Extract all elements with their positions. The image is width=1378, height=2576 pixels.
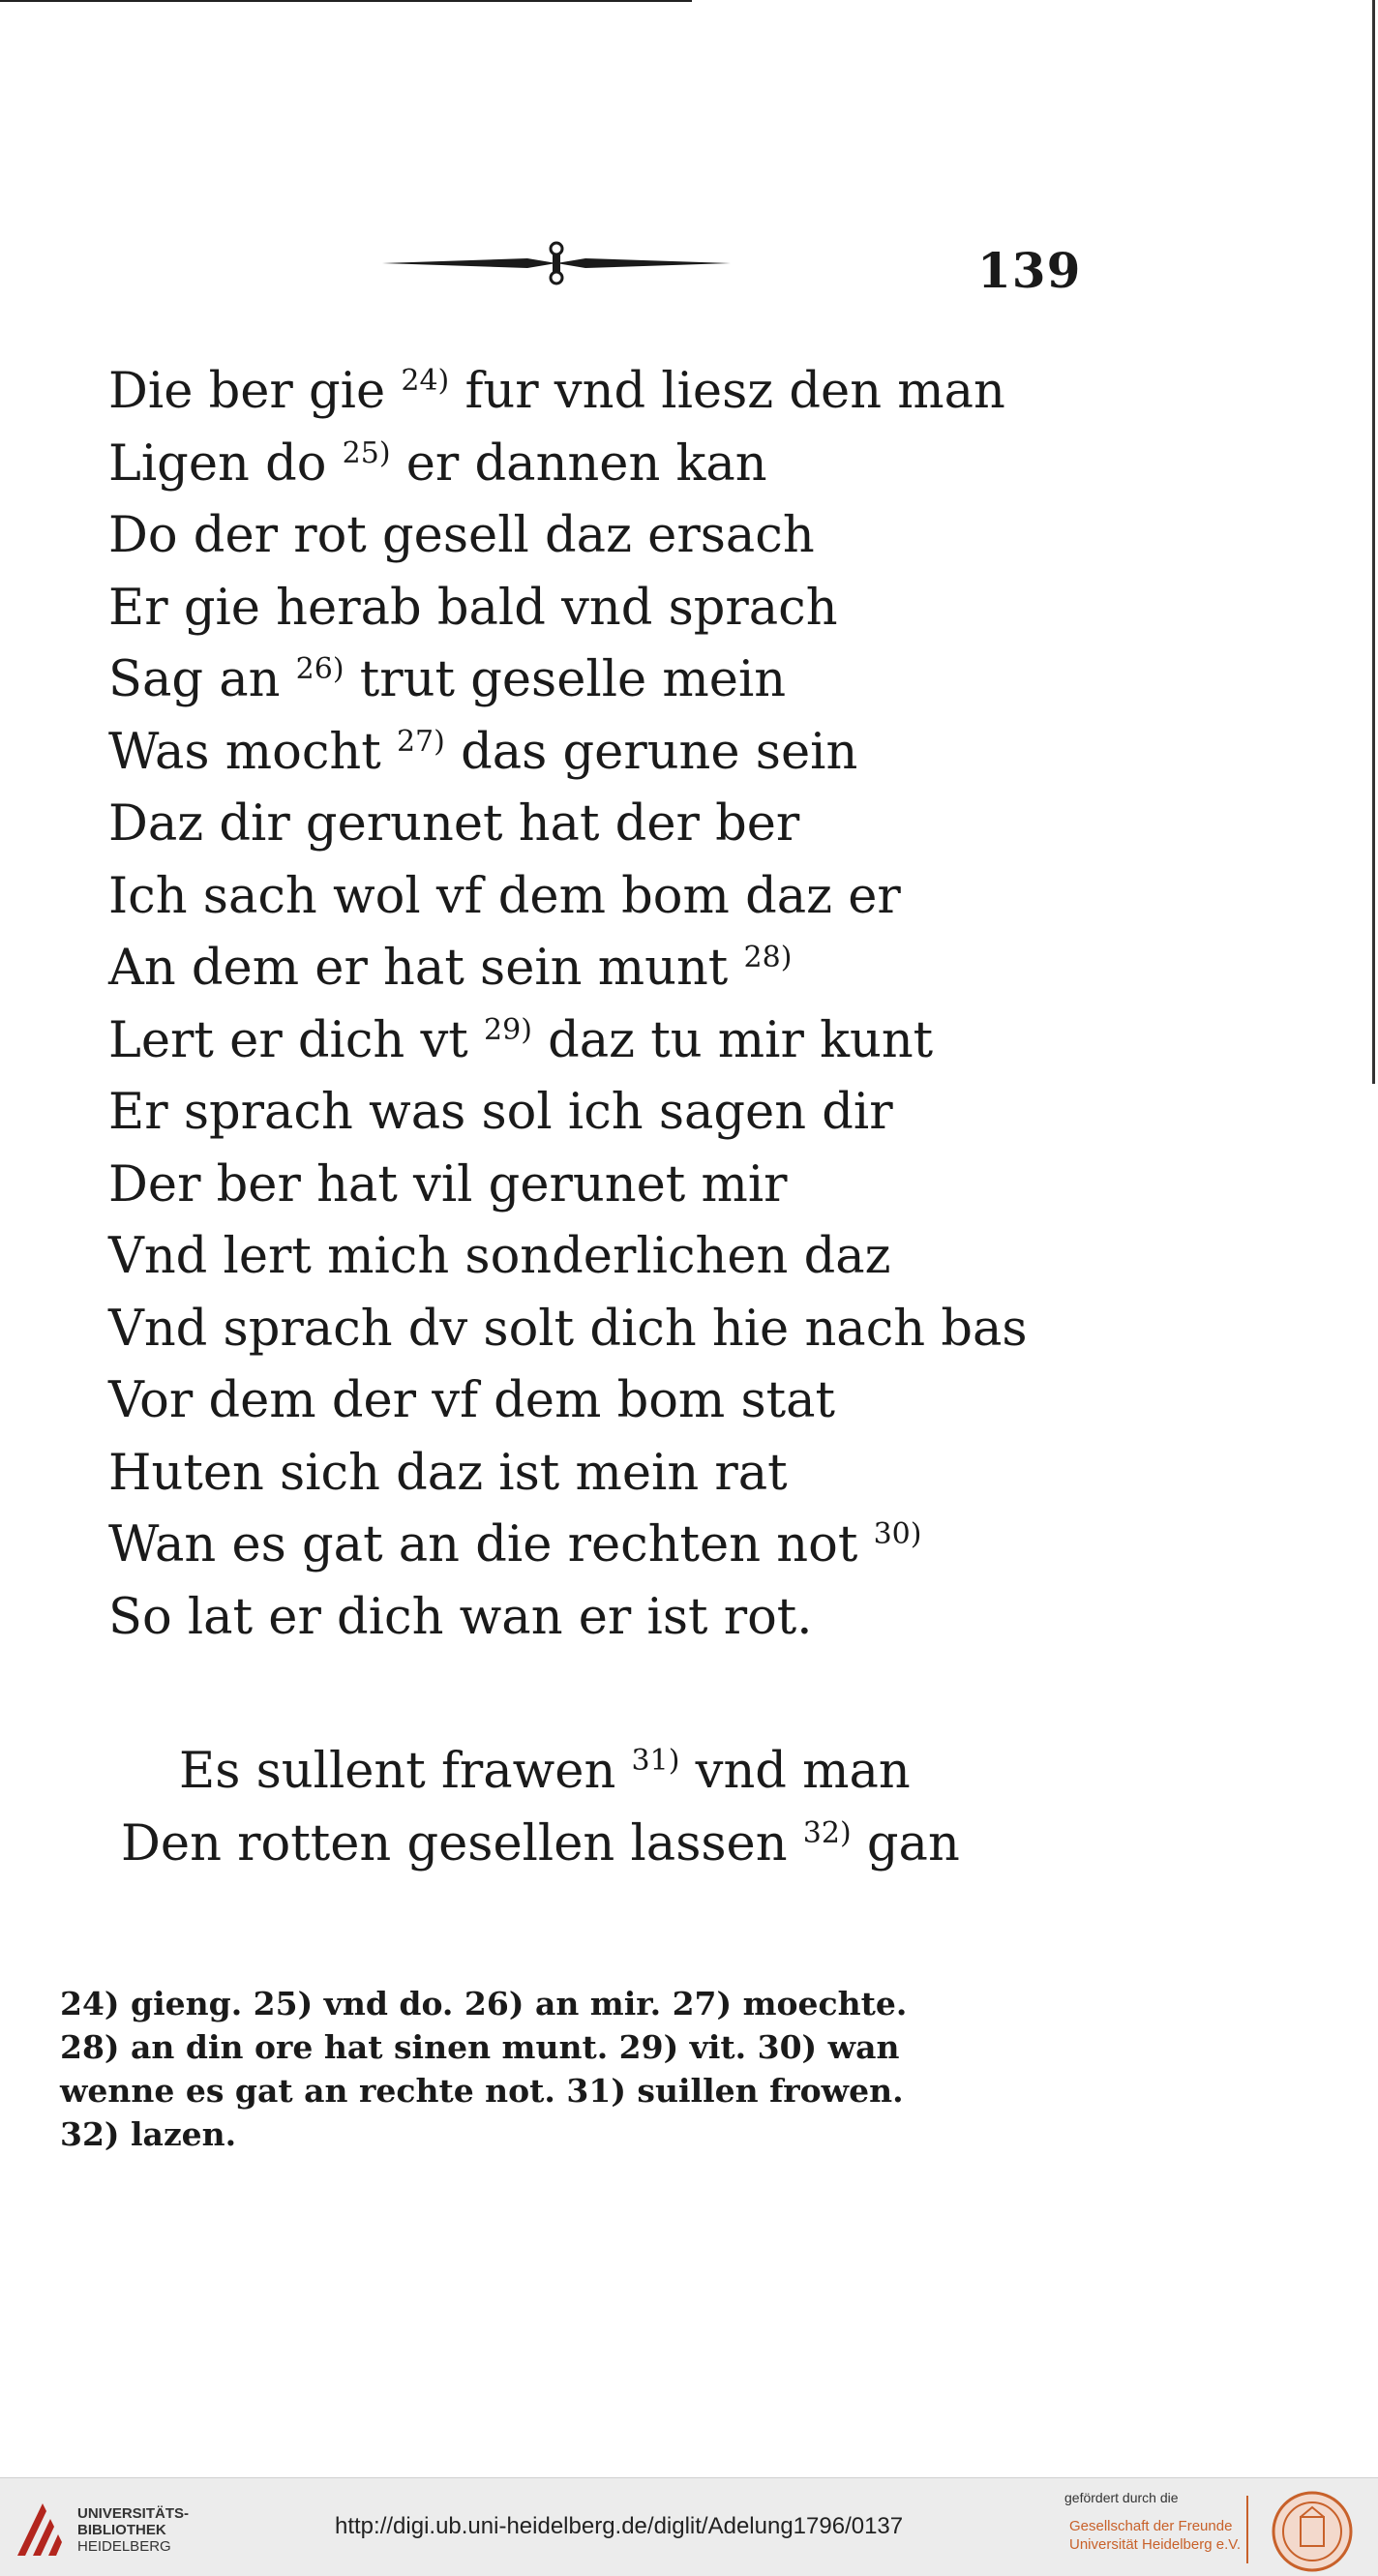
footnote-marker: 30) (873, 1517, 922, 1551)
verse-line (108, 1510, 1076, 1582)
verse-text: Ich sach wol vf dem bom daz er (108, 867, 901, 925)
verse-text: Die ber gie (108, 363, 402, 420)
verse-line (108, 644, 1076, 717)
verse-line (108, 1294, 1076, 1366)
footnote-line: 28) an din ore hat sinen munt. 29) vit. 30) wan (60, 2028, 900, 2066)
library-name-line2: BIBLIOTHEK (77, 2522, 166, 2538)
sponsor-divider (1246, 2496, 1248, 2563)
verse-line (108, 861, 1076, 934)
library-name-line1: UNIVERSITÄTS- (77, 2505, 190, 2522)
verse-text: trut geselle mein (344, 651, 787, 708)
sponsor-name-line2: Universität Heidelberg e.V. (1069, 2536, 1242, 2553)
verse-line (108, 1365, 1076, 1438)
source-url-link[interactable]: http://digi.ub.uni-heidelberg.de/diglit/Adelung1796/0137 (335, 2513, 904, 2539)
verse-text: Der ber hat vil gerunet mir (108, 1155, 788, 1213)
verse-text: das gerune sein (444, 723, 858, 781)
verse-text: Was mocht (108, 723, 397, 781)
footnote-marker: 28) (743, 941, 793, 974)
sponsor-name (1069, 2517, 1241, 2554)
sponsor-name-line1: Gesellschaft der Freunde (1069, 2518, 1233, 2534)
verse-line (108, 1150, 1076, 1222)
digitization-footer (0, 2477, 1378, 2576)
footnote-marker: 26) (295, 652, 344, 686)
sponsor-label: gefördert durch die (1064, 2490, 1179, 2505)
scan-top-edge (0, 0, 692, 2)
footnote-line: 24) gieng. 25) vnd do. 26) an mir. 27) moechte. (60, 1985, 908, 2022)
verse-line (108, 429, 1076, 501)
verse-line (121, 1735, 1089, 1808)
footnote-line: 32) lazen. (60, 2115, 237, 2153)
footnote-line: wenne es gat an rechte not. 31) suillen frowen. (60, 2072, 904, 2110)
footnote-marker: 27) (396, 724, 445, 759)
verse-line (108, 933, 1076, 1005)
verse-text: Sag an (108, 651, 296, 708)
library-name (77, 2505, 189, 2555)
verse-text: Vnd sprach dv solt dich hie nach bas (108, 1300, 1028, 1358)
verse-line (108, 1005, 1076, 1078)
verse-text: Daz dir gerunet hat der ber (108, 795, 800, 853)
verse-text: Ligen do (108, 434, 343, 493)
verse-text: So lat er dich wan er ist rot. (108, 1588, 813, 1646)
university-seal-icon (1264, 2490, 1361, 2573)
verse-line (108, 1438, 1076, 1511)
footnotes (60, 1982, 1105, 2156)
verse-text: er dannen kan (390, 434, 767, 493)
verse-text: Den rotten gesellen lassen (121, 1815, 803, 1872)
header-ornament (382, 237, 731, 295)
verse-text: An dem er hat sein munt (108, 940, 744, 997)
page-number: 139 (977, 242, 1082, 299)
verse-text: Es sullent frawen (179, 1743, 632, 1800)
verse-text: fur vnd liesz den man (449, 363, 1005, 420)
footnote-marker: 31) (631, 1744, 680, 1778)
footnote-marker: 25) (342, 435, 391, 470)
verse-text: Vnd lert mich sonderlichen daz (108, 1228, 891, 1285)
verse-text: Er gie herab bald vnd sprach (108, 579, 838, 637)
verse-line (108, 500, 1076, 573)
footnote-marker: 29) (484, 1012, 532, 1047)
verse-line (108, 573, 1076, 645)
verse-text: Wan es gat an die rechten not (108, 1516, 874, 1573)
verse-text: Do der rot gesell daz ersach (108, 507, 815, 564)
verse-text: Huten sich daz ist mein rat (108, 1444, 788, 1502)
verse-text: Er sprach was sol ich sagen dir (108, 1084, 893, 1141)
verse-line (121, 1808, 1089, 1880)
footnote-marker: 32) (802, 1816, 852, 1850)
verse-line (108, 1077, 1076, 1150)
library-name-line3: HEIDELBERG (77, 2538, 171, 2555)
verse-text: daz tu mir kunt (531, 1011, 934, 1069)
verse-line (108, 789, 1076, 861)
verse-line (108, 1582, 1076, 1655)
library-logo-icon (14, 2500, 72, 2560)
verse-text: vnd man (679, 1743, 911, 1800)
verse-line (108, 356, 1076, 429)
verse-text: gan (851, 1815, 960, 1872)
scan-page-edge (1372, 0, 1375, 1084)
verse-text: Lert er dich vt (108, 1011, 485, 1069)
verse-line (108, 717, 1076, 790)
poem-stanza-2 (121, 1735, 1089, 1880)
verse-line (108, 1221, 1076, 1294)
footnote-marker: 24) (401, 364, 450, 398)
poem-stanza-1 (108, 356, 1076, 1654)
verse-text: Vor dem der vf dem bom stat (108, 1372, 836, 1429)
